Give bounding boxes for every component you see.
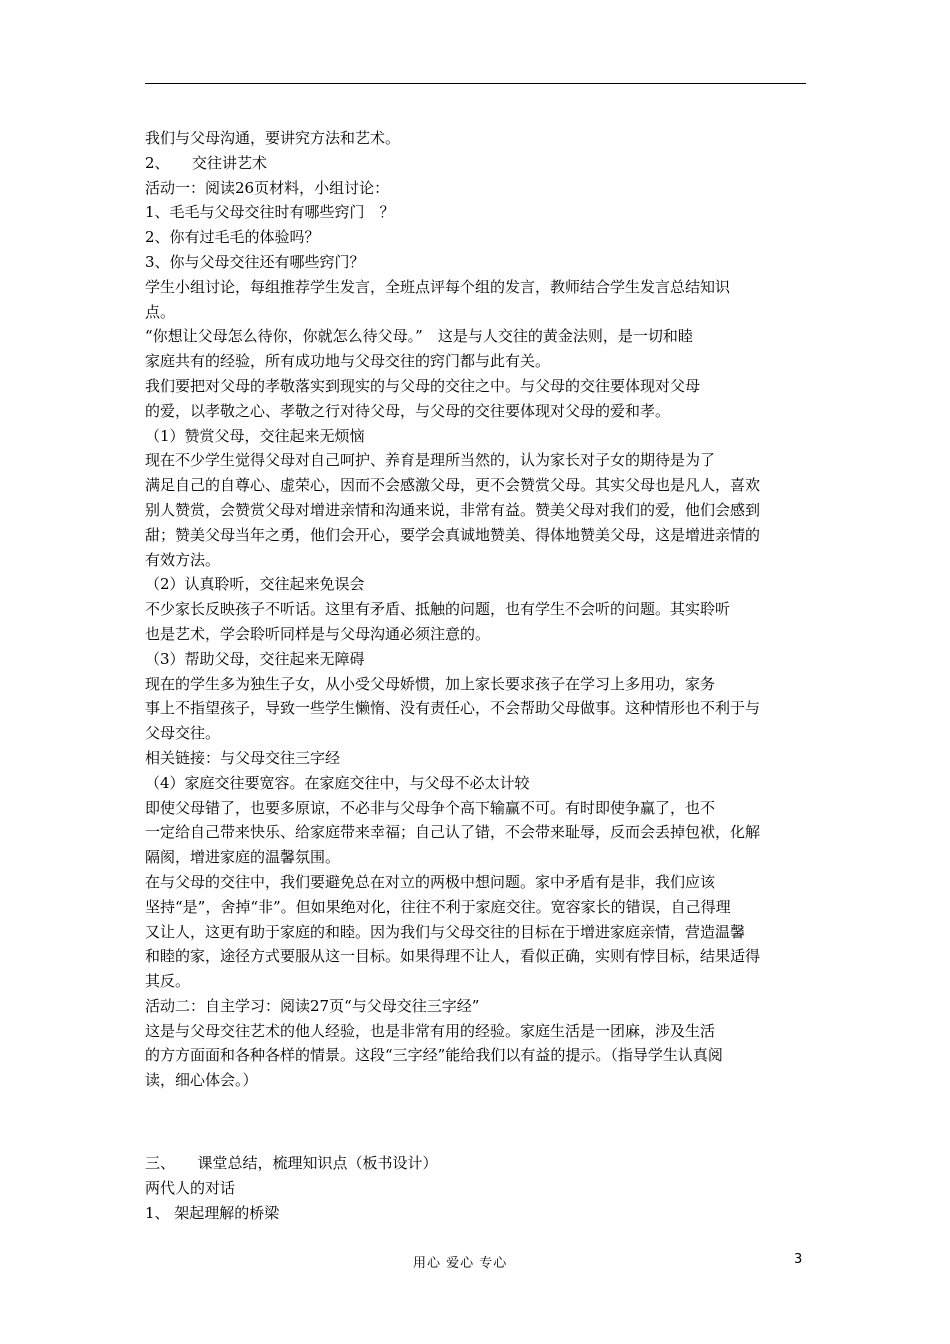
paragraph: 别人赞赏，会赞赏父母对增进亲情和沟通来说，非常有益。赞美父母对我们的爱，他们会感到: [145, 500, 761, 519]
paragraph: 家庭共有的经验，所有成功地与父母交往的窍门都与此有关。: [145, 352, 551, 371]
paragraph: 父母交往。: [145, 724, 221, 743]
question-item: 1、毛毛与父母交往时有哪些窍门 ？: [145, 203, 395, 222]
paragraph: 点。: [145, 302, 176, 321]
paragraph: 我们要把对父母的孝敬落实到现实的与父母的交往之中。与父母的交往要体现对父母: [145, 376, 701, 395]
paragraph: 事上不指望孩子，导致一些学生懒惰、没有责任心，不会帮助父母做事。这种情形也不利于与: [145, 699, 761, 718]
paragraph: 在与父母的交往中，我们要避免总在对立的两极中想问题。家中矛盾有是非，我们应该: [145, 872, 716, 891]
paragraph: 又让人，这更有助于家庭的和睦。因为我们与父母交往的目标在于增进家庭亲情，营造温馨: [145, 922, 746, 941]
paragraph: 和睦的家，途径方式要服从这一目标。如果得理不让人，看似正确，实则有悖目标，结果适得: [145, 947, 761, 966]
question-item: 3、你与父母交往还有哪些窍门？: [145, 252, 365, 271]
paragraph: 一定给自己带来快乐、给家庭带来幸福；自己认了错，不会带来耻辱，反而会丢掉包袱，化解: [145, 823, 761, 842]
subheading: （1）赞赏父母，交往起来无烦恼: [145, 426, 365, 445]
paragraph: 学生小组讨论，每组推荐学生发言，全班点评每个组的发言，教师结合学生发言总结知识: [145, 277, 731, 296]
header-rule: [145, 83, 806, 84]
paragraph: 隔阂，增进家庭的温馨氛围。: [145, 848, 341, 867]
subheading: （3）帮助父母，交往起来无障碍: [145, 649, 365, 668]
paragraph: 其反。: [145, 972, 191, 991]
paragraph: 甜；赞美父母当年之勇，他们会开心，要学会真诚地赞美、得体地赞美父母，这是增进亲情的: [145, 525, 761, 544]
footer-motto: 用心 爱心 专心: [413, 1256, 508, 1271]
spacer: [145, 1093, 807, 1151]
paragraph: “你想让父母怎么待你，你就怎么待父母。” 这是与人交往的黄金法则，是一切和睦: [145, 327, 693, 346]
question-item: 2、你有过毛毛的体验吗？: [145, 228, 320, 247]
section-heading: 2、 交往讲艺术: [145, 153, 268, 172]
link-heading: 相关链接：与父母交往三字经: [145, 748, 341, 767]
summary-heading: 三、 课堂总结，梳理知识点（板书设计）: [145, 1154, 438, 1173]
paragraph: 满足自己的自尊心、虚荣心，因而不会感激父母，更不会赞赏父母。其实父母也是凡人，喜欢: [145, 476, 761, 495]
paragraph: 也是艺术，学会聆听同样是与父母沟通必须注意的。: [145, 624, 491, 643]
document-body: [145, 126, 807, 1225]
paragraph: 坚持“是”，舍掉“非”。但如果绝对化，往往不利于家庭交往。宽容家长的错误，自己得理: [145, 897, 731, 916]
paragraph: 现在不少学生觉得父母对自己呵护、养育是理所当然的，认为家长对子女的期待是为了: [145, 451, 716, 470]
activity-heading: 活动一：阅读26页材料，小组讨论：: [145, 178, 390, 197]
board-title: 两代人的对话: [145, 1178, 236, 1197]
subheading: （2）认真聆听，交往起来免误会: [145, 575, 365, 594]
paragraph: 即使父母错了，也要多原谅，不必非与父母争个高下输赢不可。有时即使争赢了，也不: [145, 798, 716, 817]
paragraph: 不少家长反映孩子不听话。这里有矛盾、抵触的问题，也有学生不会听的问题。其实聆听: [145, 600, 731, 619]
paragraph: 的爱，以孝敬之心、孝敬之行对待父母，与父母的交往要体现对父母的爱和孝。: [145, 401, 671, 420]
page-number: 3: [794, 1252, 803, 1267]
paragraph: 读，细心体会。）: [145, 1071, 258, 1090]
paragraph: 现在的学生多为独生子女，从小受父母娇惯，加上家长要求孩子在学习上多用功，家务: [145, 674, 716, 693]
activity-heading: 活动二：自主学习：阅读27页“与父母交往三字经”: [145, 996, 480, 1015]
subheading: （4）家庭交往要宽容。在家庭交往中，与父母不必太计较: [145, 773, 530, 792]
paragraph: 这是与父母交往艺术的他人经验，也是非常有用的经验。家庭生活是一团麻，涉及生活: [145, 1021, 716, 1040]
board-item: 1、 架起理解的桥梁: [145, 1203, 280, 1222]
paragraph: 我们与父母沟通，要讲究方法和艺术。: [145, 129, 401, 147]
paragraph: 的方方面面和各种各样的情景。这段“三字经”能给我们以有益的提示。（指导学生认真阅: [145, 1046, 723, 1065]
paragraph: 有效方法。: [145, 550, 221, 569]
